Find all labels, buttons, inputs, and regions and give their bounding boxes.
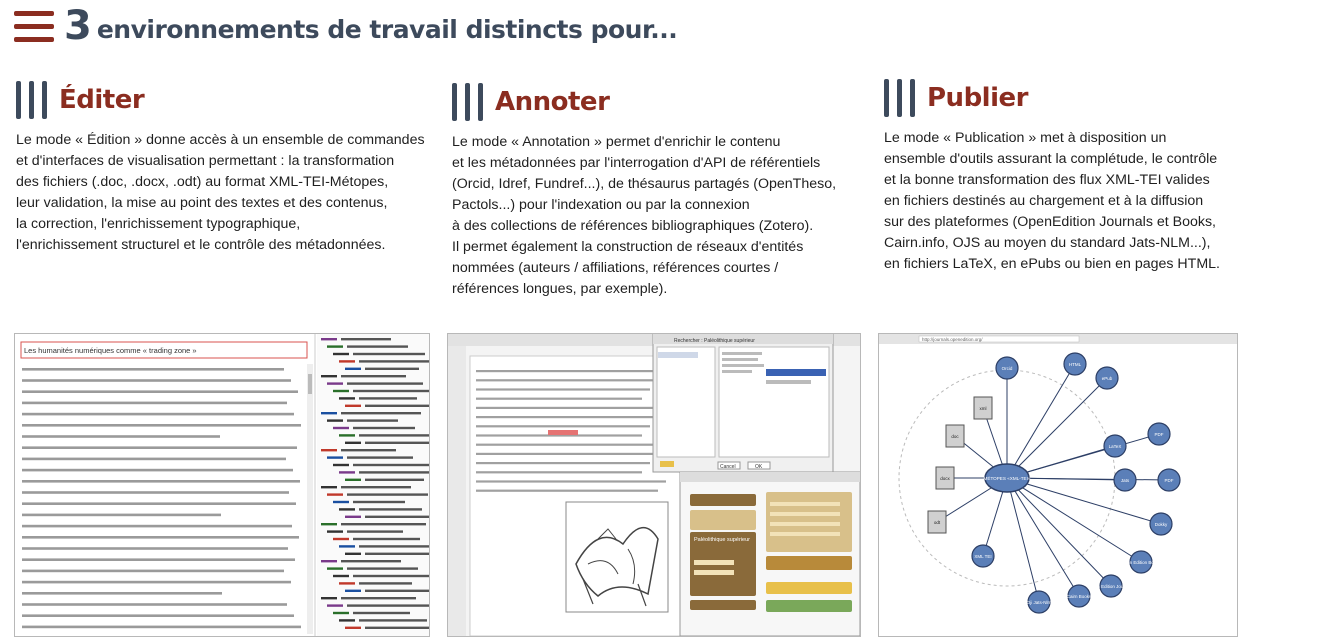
text-line bbox=[365, 590, 429, 592]
text-line bbox=[347, 493, 428, 495]
text-line bbox=[365, 516, 429, 518]
text-line bbox=[345, 442, 361, 444]
text-line bbox=[327, 456, 343, 458]
text-line bbox=[353, 612, 410, 614]
text-line bbox=[22, 592, 222, 595]
graph-node[interactable] bbox=[1114, 469, 1136, 491]
text-line bbox=[321, 375, 337, 377]
text-line bbox=[476, 480, 666, 482]
text-line bbox=[476, 388, 650, 390]
graph-node[interactable] bbox=[1148, 423, 1170, 445]
text-line bbox=[22, 424, 301, 427]
graph-node[interactable] bbox=[1150, 513, 1172, 535]
dialog-title: Rechercher : Paléolithique supérieur bbox=[674, 338, 755, 344]
text-line bbox=[345, 553, 361, 555]
graph-node-label: odt bbox=[933, 520, 941, 525]
text-line bbox=[22, 547, 288, 550]
column-title: Éditer bbox=[59, 85, 145, 115]
text-line bbox=[327, 419, 343, 421]
column-title-row bbox=[16, 80, 446, 120]
text-line bbox=[347, 382, 423, 384]
graph-node[interactable] bbox=[972, 545, 994, 567]
text-line bbox=[476, 490, 658, 492]
text-line bbox=[22, 514, 221, 517]
graph-node-label: XML TEI bbox=[974, 554, 992, 559]
publication-graph bbox=[879, 334, 1237, 636]
column-description: Le mode « Annotation » permet d'enrichir le contenu et les métadonnées par l'interrogation d'API de référentiels (Orcid, Idref, Fundref...), de thésaurus partagés (OpenTheso, Pactols...) pour l'indexation ou par la connexion à des collections de références bibliographiques (Zotero). Il permet également la construction de réseaux d'entités nommées (auteurs / affiliations, références courtes / références longues, par exemple). bbox=[452, 134, 837, 297]
search-dialog[interactable] bbox=[653, 334, 833, 472]
graph-node[interactable] bbox=[1158, 469, 1180, 491]
text-line bbox=[333, 464, 349, 466]
text-line bbox=[341, 338, 391, 340]
graph-node-label: Open Edition Journals bbox=[1088, 584, 1134, 589]
graph-edge bbox=[1007, 478, 1039, 602]
text-line bbox=[321, 560, 337, 562]
graph-node[interactable] bbox=[946, 425, 964, 447]
text-line bbox=[339, 545, 355, 547]
text-line bbox=[22, 413, 294, 416]
text-line bbox=[327, 493, 343, 495]
text-line bbox=[333, 427, 349, 429]
text-line bbox=[345, 368, 361, 370]
text-line bbox=[476, 416, 658, 418]
text-line bbox=[22, 626, 301, 629]
text-line bbox=[341, 597, 416, 599]
graph-node-label: Open Edition Books bbox=[1121, 560, 1161, 565]
text-line bbox=[365, 442, 429, 444]
text-line bbox=[321, 486, 337, 488]
center-node[interactable] bbox=[984, 464, 1031, 492]
text-line bbox=[353, 390, 429, 392]
graph-node-label: xml bbox=[979, 406, 987, 411]
text-line bbox=[333, 390, 349, 392]
graph-node[interactable] bbox=[1104, 435, 1126, 457]
text-line bbox=[353, 575, 429, 577]
graph-node-label: Dokky bbox=[1154, 522, 1168, 527]
text-line bbox=[345, 479, 361, 481]
graph-node[interactable] bbox=[1121, 551, 1162, 573]
text-line bbox=[321, 338, 337, 340]
column-title: Publier bbox=[927, 83, 1028, 113]
entity-label: Paléolithique supérieur bbox=[694, 537, 750, 543]
address-bar[interactable]: http://journals.openedition.org/ bbox=[922, 337, 983, 342]
graph-node[interactable] bbox=[928, 511, 946, 533]
text-line bbox=[22, 570, 284, 573]
bars-icon bbox=[452, 83, 483, 121]
graph-node-label: LaTeX bbox=[1108, 444, 1122, 449]
graph-edge bbox=[1007, 478, 1161, 524]
center-label: MÉTOPES «XML-TEI» bbox=[983, 476, 1031, 481]
entity-panel[interactable] bbox=[680, 472, 860, 636]
column-description: Le mode « Édition » donne accès à un ensemble de commandes et d'interfaces de visualisation permettant : la transformation des fichiers (.doc, .docx, .odt) au format XML-TEI-Métopes, leur validation, la mise au point des textes et des contenus, la correction, l'enrichissement typographique, l'enrichissement structurel et le contrôle des métadonnées. bbox=[16, 132, 425, 253]
text-line bbox=[327, 382, 343, 384]
bars-icon bbox=[16, 81, 47, 119]
text-line bbox=[341, 523, 426, 525]
graph-node-label: PDF bbox=[1154, 432, 1164, 437]
text-line bbox=[22, 446, 297, 449]
graph-edge bbox=[1007, 478, 1079, 596]
text-line bbox=[22, 491, 289, 494]
text-line bbox=[339, 471, 355, 473]
graph-nodes bbox=[928, 353, 1180, 613]
text-line bbox=[353, 501, 405, 503]
text-line bbox=[327, 604, 343, 606]
text-line bbox=[22, 368, 284, 371]
text-line bbox=[353, 353, 425, 355]
text-line bbox=[339, 360, 355, 362]
text-line bbox=[333, 353, 349, 355]
text-line bbox=[321, 597, 337, 599]
header-number: 3 bbox=[64, 3, 91, 49]
text-line bbox=[347, 530, 403, 532]
text-line bbox=[476, 425, 650, 427]
text-line bbox=[341, 412, 421, 414]
editor-mockup bbox=[15, 334, 429, 636]
text-line bbox=[22, 536, 299, 539]
text-line bbox=[476, 444, 666, 446]
text-line bbox=[339, 434, 355, 436]
text-line bbox=[22, 603, 287, 606]
graph-node-label: Oji Jats-Nlm bbox=[1026, 600, 1052, 605]
text-line bbox=[327, 530, 343, 532]
text-line bbox=[22, 390, 298, 393]
text-line bbox=[22, 458, 286, 461]
text-line bbox=[345, 405, 361, 407]
text-line bbox=[22, 480, 300, 483]
text-line bbox=[347, 604, 429, 606]
graph-edge bbox=[1007, 478, 1111, 586]
text-line bbox=[321, 412, 337, 414]
text-line bbox=[327, 567, 343, 569]
text-line bbox=[359, 508, 422, 510]
text-line bbox=[333, 612, 349, 614]
text-line bbox=[341, 449, 396, 451]
text-line bbox=[359, 619, 427, 621]
text-line bbox=[339, 619, 355, 621]
text-line bbox=[341, 560, 401, 562]
text-line bbox=[365, 368, 419, 370]
text-line bbox=[345, 627, 361, 629]
graph-node-label: Jats bbox=[1120, 478, 1130, 483]
text-line bbox=[359, 582, 412, 584]
text-line bbox=[321, 449, 337, 451]
publication-screenshot bbox=[878, 333, 1238, 637]
graph-node-label: Cairn Books bbox=[1066, 594, 1092, 599]
text-line bbox=[341, 486, 411, 488]
graph-node[interactable] bbox=[1089, 575, 1134, 597]
text-line bbox=[359, 545, 429, 547]
text-line bbox=[476, 471, 642, 473]
text-line bbox=[339, 397, 355, 399]
text-line bbox=[365, 627, 429, 629]
graph-node-label: doc bbox=[951, 434, 959, 439]
text-line bbox=[22, 525, 292, 528]
column-annoter bbox=[452, 82, 882, 300]
annotation-mockup bbox=[448, 334, 860, 636]
page-header bbox=[14, 4, 677, 48]
text-line bbox=[365, 553, 429, 555]
text-line bbox=[327, 345, 343, 347]
text-line bbox=[353, 427, 415, 429]
column-description: Le mode « Publication » met à disposition un ensemble d'outils assurant la complétude, le contrôle et la bonne transformation des flux XML-TEI valides en fichiers destinés au chargement et à la diffusion sur des plateformes (OpenEdition Journals et Books, Cairn.info, OJS au moyen du standard Jats-NLM...), en fichiers LaTeX, en ePubs ou bien en pages HTML. bbox=[884, 130, 1220, 272]
column-title-row bbox=[884, 78, 1314, 118]
text-line bbox=[347, 567, 418, 569]
editor-screenshot bbox=[14, 333, 430, 637]
text-line bbox=[22, 502, 296, 505]
text-line bbox=[359, 397, 417, 399]
text-line bbox=[359, 360, 429, 362]
text-line bbox=[345, 516, 361, 518]
graph-node[interactable] bbox=[936, 467, 954, 489]
text-line bbox=[476, 398, 642, 400]
text-line bbox=[476, 407, 666, 409]
text-line bbox=[359, 471, 429, 473]
annotation-screenshot bbox=[447, 333, 861, 637]
engraving-figure bbox=[566, 502, 668, 612]
text-line bbox=[476, 462, 650, 464]
column-title-row bbox=[452, 82, 882, 122]
cancel-button[interactable]: Cancel bbox=[720, 464, 736, 470]
text-line bbox=[333, 538, 349, 540]
text-line bbox=[22, 581, 291, 584]
column-publier bbox=[884, 78, 1314, 275]
menu-icon[interactable] bbox=[14, 8, 56, 44]
graph-node[interactable] bbox=[996, 357, 1018, 379]
text-line bbox=[345, 590, 361, 592]
header-title: environnements de travail distincts pour... bbox=[96, 14, 678, 44]
text-line bbox=[365, 479, 424, 481]
text-line bbox=[22, 402, 287, 405]
text-line bbox=[347, 345, 408, 347]
graph-node-label: docx bbox=[940, 476, 950, 481]
ok-button[interactable]: OK bbox=[755, 464, 763, 470]
text-line bbox=[339, 582, 355, 584]
text-line bbox=[321, 523, 337, 525]
text-line bbox=[22, 614, 294, 617]
text-line bbox=[476, 370, 666, 372]
graph-node-label: Orcid bbox=[1001, 366, 1013, 371]
text-line bbox=[341, 375, 406, 377]
bars-icon bbox=[884, 79, 915, 117]
text-line bbox=[476, 379, 658, 381]
text-line bbox=[347, 456, 413, 458]
text-line bbox=[22, 379, 291, 382]
text-line bbox=[333, 575, 349, 577]
graph-node-label: HTML bbox=[1068, 362, 1082, 367]
graph-node[interactable] bbox=[1064, 353, 1086, 375]
text-line bbox=[353, 538, 420, 540]
text-line bbox=[22, 435, 220, 438]
text-line bbox=[333, 501, 349, 503]
graph-node[interactable] bbox=[974, 397, 992, 419]
text-line bbox=[339, 508, 355, 510]
text-line bbox=[476, 453, 658, 455]
graph-node-label: PDF bbox=[1164, 478, 1174, 483]
graph-node[interactable] bbox=[1096, 367, 1118, 389]
column-title: Annoter bbox=[495, 87, 610, 117]
column-editer bbox=[16, 80, 446, 256]
text-line bbox=[359, 434, 429, 436]
graph-node-label: ePub bbox=[1101, 376, 1113, 381]
text-line bbox=[365, 405, 429, 407]
text-line bbox=[353, 464, 429, 466]
text-line bbox=[22, 469, 293, 472]
text-line bbox=[347, 419, 398, 421]
text-line bbox=[22, 558, 295, 561]
editor-heading: Les humanités numériques comme « trading zone » bbox=[24, 346, 197, 355]
graph-node[interactable] bbox=[1027, 591, 1052, 613]
